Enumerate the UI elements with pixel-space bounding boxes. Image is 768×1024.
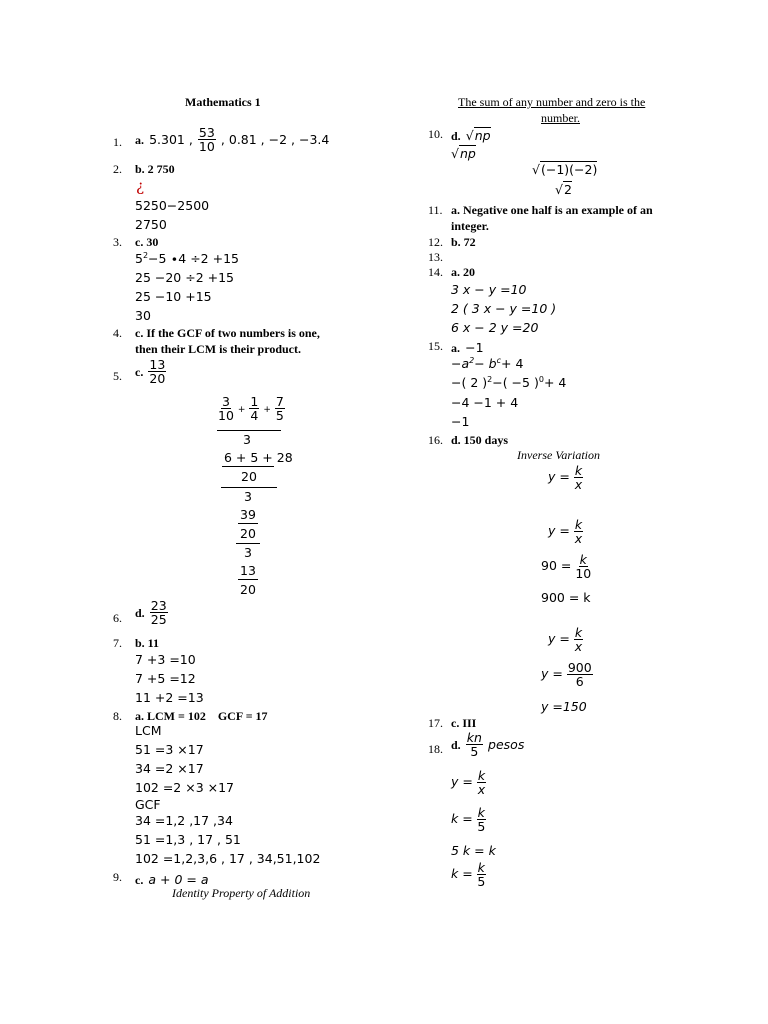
work-line: 2 ( 3 x − y =10 ) [451, 301, 557, 316]
item-number: 1. [113, 135, 122, 149]
work-line: 34 =2 ×17 [135, 761, 204, 776]
item-8-answer: a. LCM = 102 GCF = 17 [135, 709, 268, 723]
sqrt-product: √(−1)(−2) [532, 162, 598, 177]
fraction-numerator: 39 [240, 507, 256, 522]
work-line: 11 +2 =13 [135, 690, 204, 705]
formula-k-over-5: k = $\frac{k}{5}$ [451, 860, 486, 890]
formula-5k-k: 5 k = k [451, 843, 496, 858]
item-14-answer: a. 20 [451, 265, 475, 279]
item-16-answer: d. 150 days [451, 433, 509, 447]
item-number: 17. [428, 716, 443, 730]
item-18-answer: d. $\frac{kn}{5}$ pesos [451, 730, 525, 760]
formula-90: 90 = $\frac{k}{10}$ [541, 552, 592, 582]
formula-y-k-over-x: y = $\frac{k}{x}$ [548, 625, 583, 655]
work-line: 51 =1,3 , 17 , 51 [135, 832, 241, 847]
item-number: 11. [428, 203, 443, 217]
inverse-variation-note: Inverse Variation [517, 448, 600, 462]
work-line: 2750 [135, 217, 167, 232]
item-number: 13. [428, 250, 443, 264]
item-4-answer: c. If the GCF of two numbers is one, [135, 326, 320, 340]
fraction-numerator: 6 + 5 + 28 [224, 450, 293, 465]
item-number: 2. [113, 162, 122, 176]
item-number: 18. [428, 742, 443, 756]
work-line: 25 −20 ÷2 +15 [135, 270, 235, 285]
work-line: 102 =2 ×3 ×17 [135, 780, 235, 795]
fraction-denominator: 3 [244, 489, 252, 504]
item-2-answer: b. 2 750 [135, 162, 175, 176]
fraction-mid: 20 [241, 469, 257, 484]
identity-note-line2: number. [541, 111, 580, 125]
work-line: 102 =1,2,3,6 , 17 , 34,51,102 [135, 851, 321, 866]
work-line: 6 x − 2 y =20 [451, 320, 539, 335]
item-number: 6. [113, 611, 122, 625]
item-number: 14. [428, 265, 443, 279]
fraction-bar [217, 430, 281, 431]
work-line: −4 −1 + 4 [451, 395, 519, 410]
work-line: 3 x − y =10 [451, 282, 527, 297]
formula-900-k: 900 = k [541, 590, 591, 605]
formula-y-k-over-x: y = $\frac{k}{x}$ [548, 463, 583, 493]
item-number: 7. [113, 636, 122, 650]
item-number: 9. [113, 870, 122, 884]
work-line: $-a^2- b^c+ 4$ [451, 356, 524, 372]
formula-900-over-6: y = $\frac{900}{6}$ [541, 660, 592, 690]
fraction-mid: 20 [240, 526, 256, 541]
item-12-answer: b. 72 [451, 235, 476, 249]
page-title: Mathematics 1 [185, 95, 261, 109]
item-1-answer: a. 5.301 , $\frac{53}{10}$ , 0.81 , −2 , −3.4 [135, 125, 330, 155]
property-note: Identity Property of Addition [172, 886, 311, 900]
item-number: 5. [113, 369, 122, 383]
item-number: 3. [113, 235, 122, 249]
item-15-answer: a. −1 [451, 340, 484, 355]
item-number: 12. [428, 235, 443, 249]
work-line: 7 +3 =10 [135, 652, 196, 667]
fraction-denominator: 20 [240, 582, 256, 597]
formula-y-k-over-x: y = $\frac{k}{x}$ [451, 768, 486, 798]
work-line: LCM [135, 723, 162, 738]
sqrt-two: √2 [555, 182, 572, 197]
item-9-answer: c. a + 0 = a [135, 872, 209, 887]
work-line: 30 [135, 308, 151, 323]
work-line: $5^2-5 \cdot 4 \div 2 +15$ [135, 251, 239, 267]
formula-y-k-over-x: y = $\frac{k}{x}$ [548, 517, 583, 547]
work-line: 5250−2500 [135, 198, 210, 213]
item-number: 4. [113, 326, 122, 340]
item-3-answer: c. 30 [135, 235, 159, 249]
item-6-answer: d. $\frac{23}{25}$ [135, 598, 167, 628]
complex-fraction-numerator: $\frac{3}{10}$ + $\frac{1}{4}$ + $\frac{7}{5}$ [218, 394, 284, 424]
formula-y-150: y =150 [541, 699, 587, 714]
work-line: −1 [451, 414, 470, 429]
formula-k-over-5: k = $\frac{k}{5}$ [451, 805, 486, 835]
fraction-numerator: 13 [240, 563, 256, 578]
work-line: 51 =3 ×17 [135, 742, 204, 757]
work-line: −( 2 )$^2$−( −5 )$^0$+ 4 [451, 375, 567, 391]
item-11-answer: a. Negative one half is an example of an [451, 203, 653, 217]
item-10-answer: d. √np [451, 128, 491, 143]
item-11-answer-cont: integer. [451, 219, 489, 233]
work-line: 7 +5 =12 [135, 671, 196, 686]
work-line: 25 −10 +15 [135, 289, 212, 304]
inverted-question-mark: ¿ [136, 177, 145, 195]
item-7-answer: b. 11 [135, 636, 160, 650]
item-number: 16. [428, 433, 443, 447]
fraction-denominator: 3 [244, 545, 252, 560]
fraction-denominator: 3 [243, 432, 251, 447]
fraction-bar [221, 487, 277, 488]
sqrt-np: √np [451, 146, 476, 161]
item-number: 10. [428, 127, 443, 141]
item-17-answer: c. III [451, 716, 477, 730]
fraction-bar [236, 543, 260, 544]
fraction-bar [222, 466, 274, 467]
fraction-bar [238, 523, 258, 524]
identity-note-line1: The sum of any number and zero is the [458, 95, 646, 109]
work-line: 34 =1,2 ,17 ,34 [135, 813, 233, 828]
fraction-bar [238, 579, 258, 580]
item-number: 8. [113, 709, 122, 723]
work-line: GCF [135, 797, 161, 812]
item-5-answer: c. $\frac{13}{20}$ [135, 357, 166, 387]
item-number: 15. [428, 339, 443, 353]
item-4-answer-cont: then their LCM is their product. [135, 342, 302, 356]
